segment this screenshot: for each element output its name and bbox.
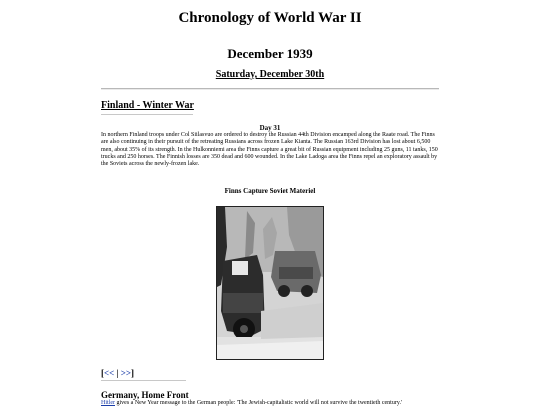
navigation-bar: [101, 368, 439, 378]
page-title: Chronology of World War II: [178, 10, 362, 26]
next-day-link[interactable]: >>: [120, 368, 132, 379]
previous-day-link[interactable]: <<: [104, 368, 115, 379]
section-heading-finland: Finland - Winter War: [101, 100, 194, 111]
finland-paragraph: In northern Finland troops under Col Siilasvuo are ordered to destroy the Russian 44th Division encamped along the Raate road. The Finns are also continuing in their pursuit of the retreating Russians across frozen Lake Kianta. The Russian 163rd Division has lost about 6,500 men, about 35% of its strength. In the Hulkonniemi area the Finns capture a great bit of Russian equipment including 25 guns, 11 tanks, 150 trucks and 250 horses. The Finnish losses are 350 dead and 600 wounded. In the Lake Ladoga area the Finns repel an exploratory assault by the Soviets across the newly-frozen lake.: [101, 132, 438, 168]
divider: [101, 88, 439, 90]
germany-paragraph-text: gives a New Year message to the German people: 'The Jewish-capitalistic world will not survive the twentieth century.': [115, 400, 403, 407]
nav-bracket-close: ]: [131, 368, 135, 379]
nav-underline: [101, 380, 186, 381]
hitler-link[interactable]: Hitler: [101, 400, 115, 407]
section-underline: [101, 114, 193, 115]
page-content: [101, 0, 439, 408]
war-photo: [216, 206, 324, 360]
month-title: December 1939: [227, 46, 313, 61]
date-title: Saturday, December 30th: [215, 69, 325, 80]
photo-caption: Finns Capture Soviet Materiel: [224, 187, 316, 196]
germany-paragraph: [101, 400, 439, 407]
nav-separator: |: [114, 368, 121, 379]
nav-bracket-open: [: [101, 368, 104, 379]
day-number: Day 31: [259, 124, 281, 132]
section-heading-germany: Germany, Home Front: [101, 390, 189, 401]
